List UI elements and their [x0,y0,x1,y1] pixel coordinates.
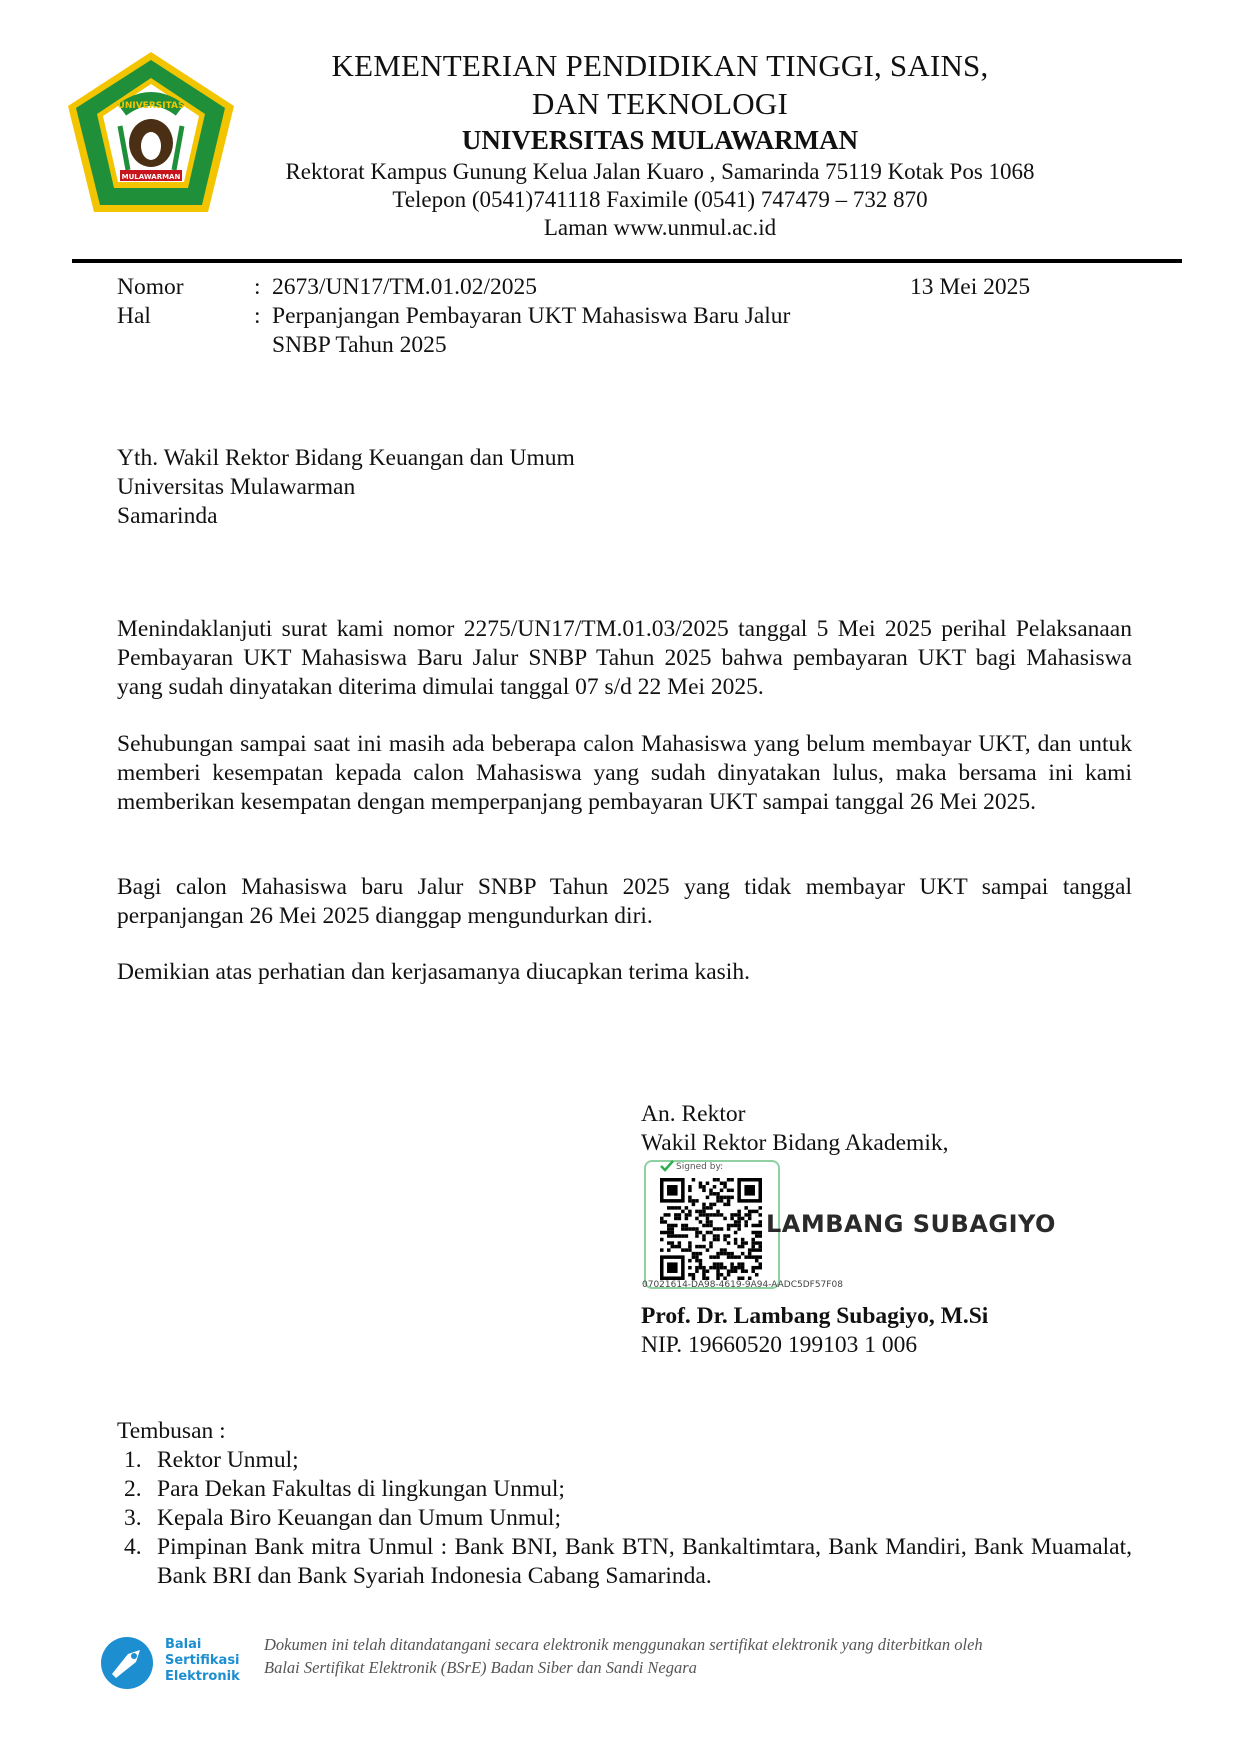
letter-date: 13 Mei 2025 [910,274,1031,300]
bsre-text-line-3: Elektronik [165,1669,240,1684]
body-paragraph-3: Bagi calon Mahasiswa baru Jalur SNBP Tahun 2025 yang tidak membayar UKT sampai tanggal perpanjangan 26 Mei 2025 dianggap mengundurkan diri. [117,874,1132,929]
ministry-line-1: KEMENTERIAN PENDIDIKAN TINGGI, SAINS, [331,48,989,83]
check-icon [660,1160,674,1172]
ministry-line-2: DAN TEKNOLOGI [531,86,789,121]
qr-code-icon [660,1178,762,1280]
hal-value-line-1: Perpanjangan Pembayaran UKT Mahasiswa Baru Jalur [272,303,791,329]
cc-item: Para Dekan Fakultas di lingkungan Unmul; [157,1476,565,1502]
phone-line: Telepon (0541)741118 Faximile (0541) 747479 – 732 870 [392,187,928,212]
e-signature-note [264,1633,1144,1679]
cc-item-number: 4. [124,1534,142,1560]
hal-value-line-2: SNBP Tahun 2025 [272,332,447,358]
university-name: UNIVERSITAS MULAWARMAN [461,125,859,155]
nomor-colon: : [254,274,261,300]
cc-item-number: 1. [124,1447,142,1473]
certificate-id: 07021614-DA98-4619-9A94-AADC5DF57F08 [642,1280,843,1290]
bsre-text-line-1: Balai [165,1637,202,1652]
signer-name: Prof. Dr. Lambang Subagiyo, M.Si [641,1303,989,1329]
cc-item-number: 3. [124,1505,142,1531]
header-divider [72,259,1182,263]
university-logo [62,48,240,218]
hal-colon: : [254,303,261,329]
digital-signer-name: LAMBANG SUBAGIYO [766,1210,1056,1238]
website-line: Laman www.unmul.ac.id [543,215,777,240]
e-signature-note-line-1: Dokumen ini telah ditandatangani secara elektronik menggunakan sertifikat elektronik yang diterbitkan oleh [264,1635,983,1654]
nomor-value: 2673/UN17/TM.01.02/2025 [272,274,538,300]
signature-position: Wakil Rektor Bidang Akademik, [641,1130,949,1156]
bsre-logo-text [165,1637,240,1685]
recipient-line-2: Universitas Mulawarman [117,474,356,500]
signature-on-behalf: An. Rektor [641,1101,746,1127]
bsre-logo-icon [98,1634,156,1692]
cc-item: Rektor Unmul; [157,1447,299,1473]
hal-label: Hal [117,303,151,329]
bsre-text-line-2: Sertifikasi [165,1653,240,1668]
cc-item-number: 2. [124,1476,142,1502]
recipient-line-3: Samarinda [117,503,218,529]
cc-label: Tembusan : [117,1418,226,1444]
body-paragraph-2: Sehubungan sampai saat ini masih ada beberapa calon Mahasiswa yang belum membayar UKT, dan untuk memberi kesempatan kepada calon Mahasiswa yang sudah dinyatakan lulus, maka bersama ini kami memberikan kesempatan dengan memperpanjang pembayaran UKT sampai tanggal 26 Mei 2025. [117,731,1132,815]
signer-nip: NIP. 19660520 199103 1 006 [641,1332,918,1358]
nomor-label: Nomor [117,274,184,300]
cc-item: Pimpinan Bank mitra Unmul : Bank BNI, Bank BTN, Bankaltimtara, Bank Mandiri, Bank Muamalat, Bank BRI dan Bank Syariah Indonesia Cabang Samarinda. [157,1534,1132,1589]
logo-text-bottom: MULAWARMAN [121,173,181,181]
body-paragraph-4: Demikian atas perhatian dan kerjasamanya diucapkan terima kasih. [117,959,750,985]
e-signature-note-line-2: Balai Sertifikat Elektronik (BSrE) Badan Siber dan Sandi Negara [264,1658,697,1677]
signed-by-label: Signed by: [676,1162,724,1172]
address-line: Rektorat Kampus Gunung Kelua Jalan Kuaro , Samarinda 75119 Kotak Pos 1068 [285,159,1035,184]
recipient-line-1: Yth. Wakil Rektor Bidang Keuangan dan Umum [117,445,575,471]
body-paragraph-1: Menindaklanjuti surat kami nomor 2275/UN17/TM.01.03/2025 tanggal 5 Mei 2025 perihal Pelaksanaan Pembayaran UKT Mahasiswa Baru Jalur SNBP Tahun 2025 bahwa pembayaran UKT bagi Mahasiswa yang sudah dinyatakan diterima dimulai tanggal 07 s/d 22 Mei 2025. [117,616,1132,700]
cc-item: Kepala Biro Keuangan dan Umum Unmul; [157,1505,561,1531]
logo-text-top: UNIVERSITAS [117,101,185,111]
